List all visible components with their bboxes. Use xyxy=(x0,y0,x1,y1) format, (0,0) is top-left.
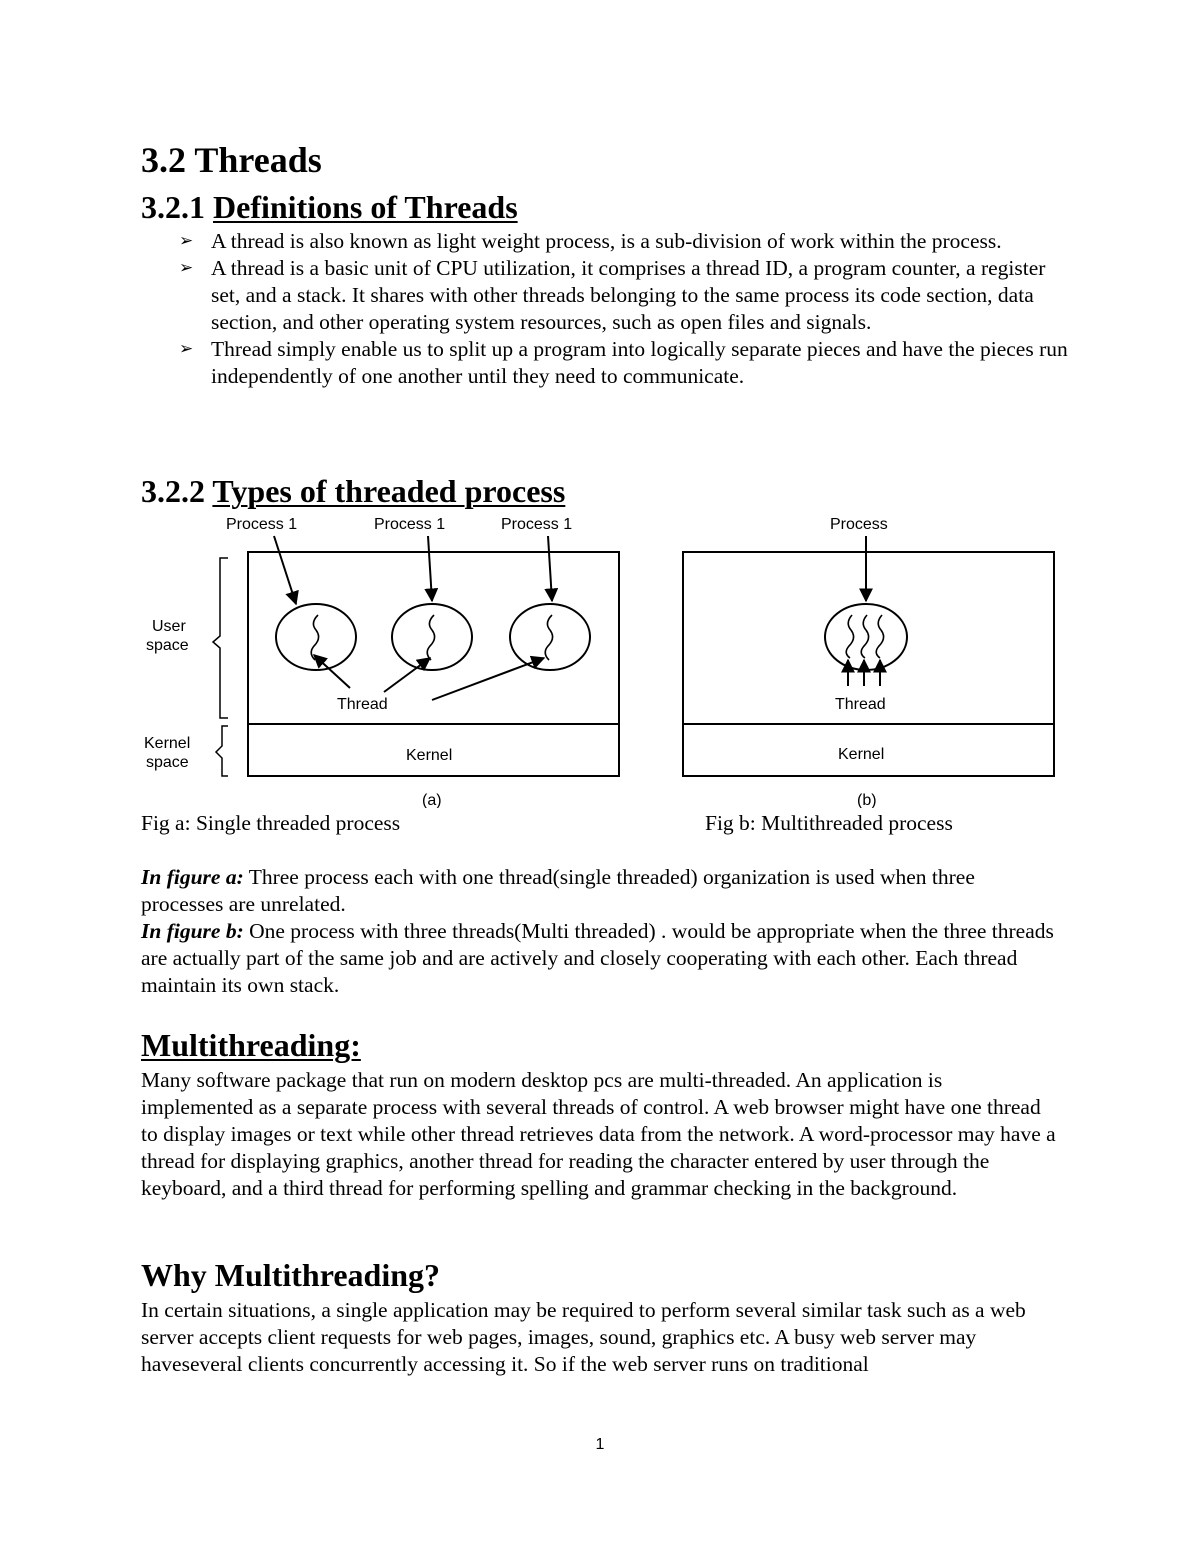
process-arrow xyxy=(428,536,432,601)
process-circle xyxy=(510,604,590,670)
thread-label: Thread xyxy=(337,696,388,713)
figure-b-caption: Fig b: Multithreaded process xyxy=(705,811,953,835)
figure-b xyxy=(683,516,1054,808)
kernel-space-brace xyxy=(216,726,228,776)
section-title: Definitions of Threads xyxy=(213,189,518,225)
thread-squiggle xyxy=(861,615,868,658)
process-circle xyxy=(392,604,472,670)
thread-squiggle xyxy=(846,615,853,658)
process-circle xyxy=(825,604,907,670)
section-title: Types of threaded process xyxy=(212,473,566,509)
figure-b-label: In figure b: xyxy=(141,919,244,943)
process-label: Process 1 xyxy=(501,516,573,533)
list-item: ➢ Thread simply enable us to split up a program into logically separate pieces and have the pieces run independently of one another until they need to communicate. xyxy=(179,337,1068,388)
process-label: Process xyxy=(830,516,888,533)
user-space-label: User xyxy=(152,618,186,635)
main-heading: 3.2 Threads xyxy=(141,140,322,180)
why-multithreading-text: In certain situations, a single application may be required to perform several similar task such as a web server accepts client requests for web pages, images, sound, graphics etc. A busy web server may haveseveral clients concurrently accessing it. So if the web server runs on traditional xyxy=(141,1298,1026,1376)
panel-label: (b) xyxy=(857,792,877,808)
kernel-space-label: space xyxy=(146,754,189,771)
figure-a-caption: Fig a: Single threaded process xyxy=(141,811,401,835)
thread-label: Thread xyxy=(835,696,886,713)
section-number: 3.2.1 xyxy=(141,189,213,225)
kernel-space-label: Kernel xyxy=(144,735,191,752)
section-heading-types xyxy=(141,474,565,509)
user-space-brace xyxy=(213,558,228,718)
process-box xyxy=(683,552,1054,776)
figure-a-label: In figure a: xyxy=(141,865,244,889)
definition-list xyxy=(141,228,1071,390)
section-heading-definitions xyxy=(141,190,518,225)
figure-a-text: Three process each with one thread(single threaded) organization is used when three processes are unrelated. xyxy=(141,865,975,916)
process-label: Process 1 xyxy=(374,516,446,533)
why-multithreading-heading: Why Multithreading? xyxy=(141,1257,440,1293)
multithreading-heading: Multithreading: xyxy=(141,1027,361,1063)
process-box xyxy=(248,552,619,776)
thread-squiggle xyxy=(427,615,434,660)
figure-b-text: One process with three threads(Multi threaded) . would be appropriate when the three threads are actually part of the same job and are actively and closely cooperating with each other. Each thread maintain its own stack. xyxy=(141,919,1054,997)
section-number: 3.2.2 xyxy=(141,473,213,509)
arrow-bullet-icon: ➢ xyxy=(179,258,194,278)
process-circle xyxy=(276,604,356,670)
arrow-bullet-icon: ➢ xyxy=(179,339,194,359)
figure-a xyxy=(144,516,619,808)
arrow-bullet-icon: ➢ xyxy=(179,231,194,251)
thread-squiggle xyxy=(545,615,552,660)
figure-b-description xyxy=(141,918,1061,999)
page-number: 1 xyxy=(595,1436,605,1453)
process-arrow xyxy=(274,536,296,604)
multithreading-text: Many software package that run on modern desktop pcs are multi-threaded. An application is implemented as a separate process with several threads of control. A web browser might have one thread to display images or text while other thread retrieves data from the network. A word-processor may have a thread for displaying graphics, another thread for reading the character entered by user through the keyboard, and a third thread for performing spelling and grammar checking in the background. xyxy=(141,1068,1056,1200)
panel-label: (a) xyxy=(422,792,442,808)
threads-diagram xyxy=(140,508,1070,808)
figure-a-description xyxy=(141,864,1061,918)
user-space-label: space xyxy=(146,637,189,654)
thread-arrow xyxy=(432,658,544,700)
kernel-label: Kernel xyxy=(838,746,885,763)
process-label: Process 1 xyxy=(226,516,298,533)
kernel-label: Kernel xyxy=(406,747,453,764)
list-item: ➢ A thread is also known as light weight process, is a sub-division of work within the process. xyxy=(179,229,1002,253)
thread-squiggle xyxy=(311,615,318,660)
thread-squiggle xyxy=(876,615,883,658)
list-item: ➢ A thread is a basic unit of CPU utilization, it comprises a thread ID, a program counter, a register set, and a stack. It shares with other threads belonging to the same process its code section, data section, and other operating system resources, such as open files and signals. xyxy=(179,256,1046,334)
process-arrow xyxy=(548,536,552,601)
